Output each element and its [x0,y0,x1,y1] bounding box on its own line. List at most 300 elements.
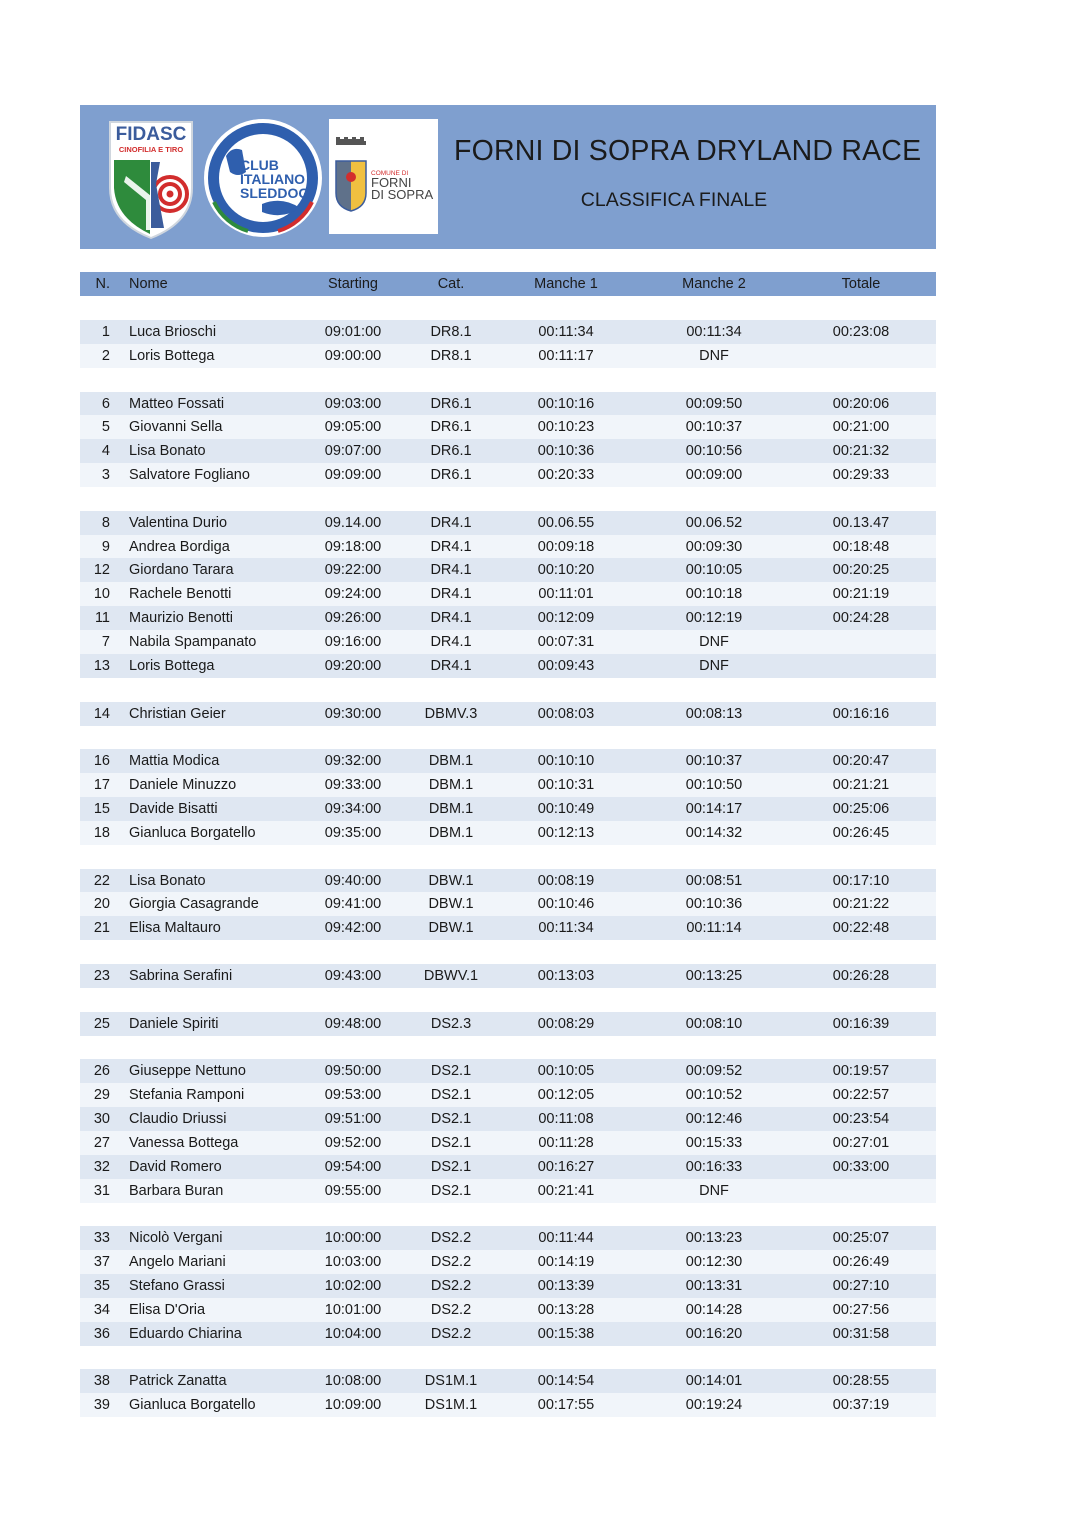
table-row [80,344,936,368]
name-cell: Patrick Zanatta [129,1373,227,1390]
manche2-cell: 00:12:30 [685,1254,743,1271]
name-cell: Lisa Bonato [129,443,206,460]
result-group [80,749,936,844]
name-cell: Luca Brioschi [129,324,217,340]
starting-cell: 10:08:00 [324,1373,382,1390]
manche2-cell: 00:14:17 [685,800,743,817]
category-cell: DS2.2 [430,1325,472,1342]
rank-cell: 20 [93,896,110,913]
totale-cell: 00:31:58 [832,1325,890,1342]
name-cell: Nabila Spampanato [129,634,257,651]
result-group [80,511,936,678]
name-cell: Stefania Ramponi [129,1087,245,1104]
result-group [80,702,936,726]
result-group [80,320,936,368]
starting-cell: 10:00:00 [324,1230,382,1247]
name-cell: Loris Bottega [129,347,215,364]
category-cell: DS2.2 [430,1230,472,1247]
starting-cell: 10:03:00 [324,1254,382,1271]
name-cell: Mattia Modica [129,753,220,770]
manche2-cell: 00:14:32 [685,824,743,841]
manche1-cell: 00:07:31 [537,634,595,651]
manche1-cell: 00:11:34 [538,324,594,340]
name-cell: Elisa D'Oria [129,1301,206,1318]
result-group [80,392,936,487]
starting-cell: 09:26:00 [324,610,382,627]
table-row [80,630,936,654]
totale-cell: 00:33:00 [832,1158,890,1175]
manche1-cell: 00:11:44 [538,1230,594,1247]
manche1-cell: 00:10:10 [537,753,595,770]
table-row [80,511,936,535]
starting-cell: 09:53:00 [324,1087,382,1104]
club-sleddog-logo [202,116,324,240]
category-cell: DR8.1 [430,324,472,340]
table-row [80,654,936,678]
rank-cell: 36 [93,1325,110,1342]
starting-cell: 09:03:00 [324,395,382,412]
name-cell: Andrea Bordiga [129,538,230,555]
manche1-cell: 00:08:03 [537,705,595,722]
manche1-cell: 00:11:28 [538,1134,594,1151]
rank-cell: 34 [93,1301,110,1318]
result-group [80,964,936,988]
table-row [80,1322,936,1346]
rank-cell: 25 [93,1015,110,1032]
manche2-cell: 00:10:37 [685,419,743,436]
column-header-name: Nome [129,276,168,292]
manche2-cell: DNF [699,657,729,674]
name-cell: Claudio Driussi [129,1111,227,1128]
totale-cell: 00:21:00 [832,419,890,436]
rank-cell: 16 [93,753,110,770]
category-cell: DS2.1 [430,1158,472,1175]
category-cell: DBWV.1 [423,967,479,984]
table-row [80,535,936,559]
totale-cell: 00:23:08 [832,324,890,340]
manche2-cell: 00:08:51 [685,872,743,889]
manche2-cell: DNF [699,347,729,364]
column-header-starting: Starting [328,276,378,292]
name-cell: Nicolò Vergani [129,1230,223,1247]
table-row [80,606,936,630]
table-row [80,558,936,582]
table-row [80,392,936,416]
category-cell: DR6.1 [430,419,472,436]
name-cell: Stefano Grassi [129,1277,225,1294]
totale-cell: 00:21:32 [832,443,890,460]
table-row [80,821,936,845]
table-header [80,272,936,296]
manche1-cell: 00:17:55 [537,1397,595,1414]
rank-cell: 21 [93,920,110,937]
manche2-cell: 00:11:34 [686,324,742,340]
table-row [80,1226,936,1250]
rank-cell: 1 [101,324,110,340]
totale-cell: 00:24:28 [832,610,890,627]
rank-cell: 37 [93,1254,110,1271]
table-row [80,1250,936,1274]
manche2-cell: DNF [699,634,729,651]
category-cell: DBW.1 [428,896,474,913]
category-cell: DBM.1 [428,753,474,770]
manche2-cell: 00:10:37 [685,753,743,770]
name-cell: Vanessa Bottega [129,1134,239,1151]
name-cell: Gianluca Borgatello [129,824,256,841]
category-cell: DR4.1 [430,562,472,579]
totale-cell: 00:21:21 [832,777,890,794]
manche2-cell: 00:12:46 [685,1111,743,1128]
name-cell: Giuseppe Nettuno [129,1063,246,1080]
name-cell: Giovanni Sella [129,419,223,436]
table-row [80,439,936,463]
rank-cell: 9 [101,538,110,555]
starting-cell: 09:34:00 [324,800,382,817]
starting-cell: 09.14.00 [324,514,382,531]
table-row [80,1083,936,1107]
rank-cell: 27 [93,1134,110,1151]
category-cell: DR6.1 [430,467,472,484]
name-cell: Rachele Benotti [129,586,232,603]
category-cell: DR4.1 [430,634,472,651]
totale-cell: 00:21:22 [832,896,890,913]
category-cell: DS1M.1 [424,1373,478,1390]
table-row [80,1179,936,1203]
table-row [80,892,936,916]
starting-cell: 09:52:00 [324,1134,382,1151]
rank-cell: 22 [93,872,110,889]
rank-cell: 18 [93,824,110,841]
name-cell: Gianluca Borgatello [129,1397,256,1414]
column-header-manche1: Manche 1 [534,276,598,292]
manche2-cell: 00:10:52 [685,1087,743,1104]
manche1-cell: 00:14:19 [537,1254,595,1271]
manche1-cell: 00:20:33 [537,467,595,484]
manche2-cell: 00:09:30 [685,538,743,555]
name-cell: Salvatore Fogliano [129,467,250,484]
column-header-number: N. [95,276,110,292]
totale-cell: 00:21:19 [832,586,890,603]
manche1-cell: 00:08:19 [537,872,595,889]
starting-cell: 09:48:00 [324,1015,382,1032]
rank-cell: 33 [93,1230,110,1247]
starting-cell: 09:42:00 [324,920,382,937]
table-row [80,415,936,439]
rank-cell: 29 [93,1087,110,1104]
category-cell: DR4.1 [430,657,472,674]
manche2-cell: 00:08:10 [685,1015,743,1032]
totale-cell: 00:20:47 [832,753,890,770]
rank-cell: 23 [93,967,110,984]
totale-cell: 00:17:10 [832,872,890,889]
name-cell: Giorgia Casagrande [129,896,259,913]
manche1-cell: 00:11:08 [538,1111,594,1128]
fidasc-logo-text: FIDASC [115,124,187,145]
table-row [80,1298,936,1322]
manche1-cell: 00:15:38 [537,1325,595,1342]
starting-cell: 09:20:00 [324,657,382,674]
manche2-cell: 00:10:36 [685,896,743,913]
table-row [80,797,936,821]
totale-cell: 00:23:54 [832,1111,890,1128]
table-row [80,1393,936,1417]
rank-cell: 7 [101,634,110,651]
rank-cell: 31 [93,1182,110,1199]
table-row [80,916,936,940]
manche2-cell: 00:16:20 [685,1325,743,1342]
starting-cell: 09:18:00 [324,538,382,555]
name-cell: Barbara Buran [129,1182,224,1199]
manche2-cell: 00:16:33 [685,1158,743,1175]
totale-cell: 00:22:57 [832,1087,890,1104]
category-cell: DBW.1 [428,920,474,937]
manche2-cell: 00:10:18 [685,586,743,603]
category-cell: DBM.1 [428,777,474,794]
manche1-cell: 00:21:41 [537,1182,595,1199]
manche2-cell: 00:13:23 [685,1230,743,1247]
category-cell: DBMV.3 [424,705,478,722]
comune-logo-small: COMUNE DI [371,170,409,177]
table-row [80,1059,936,1083]
rank-cell: 32 [93,1158,110,1175]
rank-cell: 11 [94,610,110,627]
totale-cell: 00:20:25 [832,562,890,579]
totale-cell: 00:25:07 [832,1230,890,1247]
manche1-cell: 00:10:20 [537,562,595,579]
rank-cell: 39 [93,1397,110,1414]
totale-cell: 00:16:16 [832,705,890,722]
starting-cell: 09:40:00 [324,872,382,889]
totale-cell: 00:26:45 [832,824,890,841]
name-cell: David Romero [129,1158,222,1175]
totale-cell: 00:37:19 [832,1397,890,1414]
result-group [80,869,936,941]
manche2-cell: 00:10:56 [685,443,743,460]
starting-cell: 09:30:00 [324,705,382,722]
manche2-cell: 00:08:13 [685,705,743,722]
name-cell: Daniele Minuzzo [129,777,237,794]
category-cell: DS2.1 [430,1134,472,1151]
starting-cell: 09:32:00 [324,753,382,770]
manche1-cell: 00:14:54 [537,1373,595,1390]
result-group [80,1226,936,1345]
starting-cell: 09:33:00 [324,777,382,794]
manche1-cell: 00:12:13 [537,824,595,841]
category-cell: DR6.1 [430,395,472,412]
category-cell: DS2.1 [430,1182,472,1199]
totale-cell: 00:25:06 [832,800,890,817]
category-cell: DBW.1 [428,872,474,889]
rank-cell: 30 [93,1111,110,1128]
manche2-cell: 00:09:00 [685,467,743,484]
category-cell: DS2.3 [430,1015,472,1032]
category-cell: DS2.2 [430,1277,472,1294]
starting-cell: 10:02:00 [324,1277,382,1294]
manche1-cell: 00:11:17 [538,347,594,364]
manche1-cell: 00:10:31 [537,777,595,794]
club-logo-line2: ITALIANO [240,171,306,187]
table-row [80,582,936,606]
table-row [80,749,936,773]
page-title: FORNI DI SOPRA DRYLAND RACE [454,135,922,167]
starting-cell: 09:51:00 [324,1111,382,1128]
totale-cell: 00:27:01 [832,1134,890,1151]
manche1-cell: 00:09:43 [537,657,595,674]
name-cell: Sabrina Serafini [129,967,233,984]
starting-cell: 09:01:00 [324,324,382,340]
manche1-cell: 00:12:05 [537,1087,595,1104]
club-logo-line3: SLEDDOG [240,185,310,201]
category-cell: DS2.2 [430,1254,472,1271]
category-cell: DR6.1 [430,443,472,460]
manche2-cell: 00:13:25 [685,967,743,984]
totale-cell: 00:16:39 [832,1015,890,1032]
table-row [80,1012,936,1036]
starting-cell: 09:24:00 [324,586,382,603]
totale-cell: 00:20:06 [832,395,890,412]
manche1-cell: 00.06.55 [537,514,595,531]
column-header-totale: Totale [841,276,881,292]
manche2-cell: 00:13:31 [685,1277,743,1294]
totale-cell: 00:26:28 [832,967,890,984]
name-cell: Loris Bottega [129,657,215,674]
manche1-cell: 00:10:23 [537,419,595,436]
manche1-cell: 00:11:34 [538,920,594,937]
manche2-cell: 00:19:24 [685,1397,743,1414]
manche1-cell: 00:13:39 [537,1277,595,1294]
manche2-cell: 00:14:28 [685,1301,743,1318]
totale-cell: 00:22:48 [832,920,890,937]
column-header-manche2: Manche 2 [682,276,746,292]
category-cell: DBM.1 [428,824,474,841]
category-cell: DS2.2 [430,1301,472,1318]
totale-cell: 00:18:48 [832,538,890,555]
category-cell: DS2.1 [430,1087,472,1104]
starting-cell: 09:54:00 [324,1158,382,1175]
rank-cell: 2 [101,347,110,364]
manche2-cell: 00:10:05 [685,562,743,579]
manche1-cell: 00:13:03 [537,967,595,984]
manche1-cell: 00:11:01 [538,586,594,603]
rank-cell: 26 [93,1063,110,1080]
name-cell: Elisa Maltauro [129,920,221,937]
totale-cell: 00:27:56 [832,1301,890,1318]
result-group [80,1059,936,1202]
page-subtitle: CLASSIFICA FINALE [580,189,768,211]
rank-cell: 4 [101,443,110,460]
manche2-cell: 00:15:33 [685,1134,743,1151]
name-cell: Angelo Mariani [129,1254,226,1271]
table-row [80,869,936,893]
table-row [80,702,936,726]
table-row [80,773,936,797]
fidasc-logo-subtext: CINOFILIA E TIRO [118,145,184,154]
manche2-cell: 00.06.52 [685,514,743,531]
manche1-cell: 00:16:27 [537,1158,595,1175]
starting-cell: 09:43:00 [324,967,382,984]
fidasc-logo [106,118,196,240]
rank-cell: 10 [93,586,110,603]
rank-cell: 13 [93,657,110,674]
result-group [80,1012,936,1036]
table-row [80,1274,936,1298]
manche2-cell: 00:11:14 [686,920,742,937]
starting-cell: 09:55:00 [324,1182,382,1199]
totale-cell: 00:28:55 [832,1373,890,1390]
name-cell: Maurizio Benotti [129,610,233,627]
manche2-cell: DNF [699,1182,729,1199]
category-cell: DR4.1 [430,586,472,603]
comune-logo-line2: DI SOPRA [371,187,434,202]
rank-cell: 5 [101,419,110,436]
starting-cell: 10:01:00 [324,1301,382,1318]
starting-cell: 09:41:00 [324,896,382,913]
name-cell: Christian Geier [129,705,226,722]
starting-cell: 09:16:00 [324,634,382,651]
result-group [80,1369,936,1417]
column-header-category: Cat. [437,276,465,292]
category-cell: DR8.1 [430,347,472,364]
manche1-cell: 00:10:46 [537,896,595,913]
manche1-cell: 00:10:49 [537,800,595,817]
starting-cell: 09:50:00 [324,1063,382,1080]
name-cell: Eduardo Chiarina [129,1325,242,1342]
manche2-cell: 00:09:50 [685,395,743,412]
table-row [80,1131,936,1155]
category-cell: DS2.1 [430,1111,472,1128]
table-row [80,320,936,344]
starting-cell: 09:00:00 [324,347,382,364]
rank-cell: 15 [93,800,110,817]
category-cell: DR4.1 [430,538,472,555]
rank-cell: 35 [93,1277,110,1294]
totale-cell: 00:26:49 [832,1254,890,1271]
rank-cell: 17 [93,777,110,794]
table-row [80,964,936,988]
header-banner [80,105,936,249]
table-row [80,1155,936,1179]
rank-cell: 8 [101,514,110,531]
manche1-cell: 00:08:29 [537,1015,595,1032]
name-cell: Lisa Bonato [129,872,206,889]
rank-cell: 14 [93,705,110,722]
starting-cell: 09:05:00 [324,419,382,436]
manche1-cell: 00:13:28 [537,1301,595,1318]
manche1-cell: 00:10:05 [537,1063,595,1080]
name-cell: Daniele Spiriti [129,1015,219,1032]
manche2-cell: 00:14:01 [685,1373,743,1390]
category-cell: DBM.1 [428,800,474,817]
starting-cell: 09:09:00 [324,467,382,484]
table-row [80,463,936,487]
manche2-cell: 00:10:50 [685,777,743,794]
name-cell: Valentina Durio [129,514,228,531]
starting-cell: 10:04:00 [324,1325,382,1342]
starting-cell: 09:35:00 [324,824,382,841]
manche1-cell: 00:10:36 [537,443,595,460]
totale-cell: 00.13.47 [832,514,890,531]
rank-cell: 6 [101,395,110,412]
comune-forni-logo [329,119,438,234]
totale-cell: 00:27:10 [832,1277,890,1294]
manche2-cell: 00:12:19 [685,610,743,627]
table-row [80,1107,936,1131]
rank-cell: 3 [101,467,110,484]
totale-cell: 00:19:57 [832,1063,890,1080]
starting-cell: 09:07:00 [324,443,382,460]
manche2-cell: 00:09:52 [685,1063,743,1080]
rank-cell: 38 [93,1373,110,1390]
